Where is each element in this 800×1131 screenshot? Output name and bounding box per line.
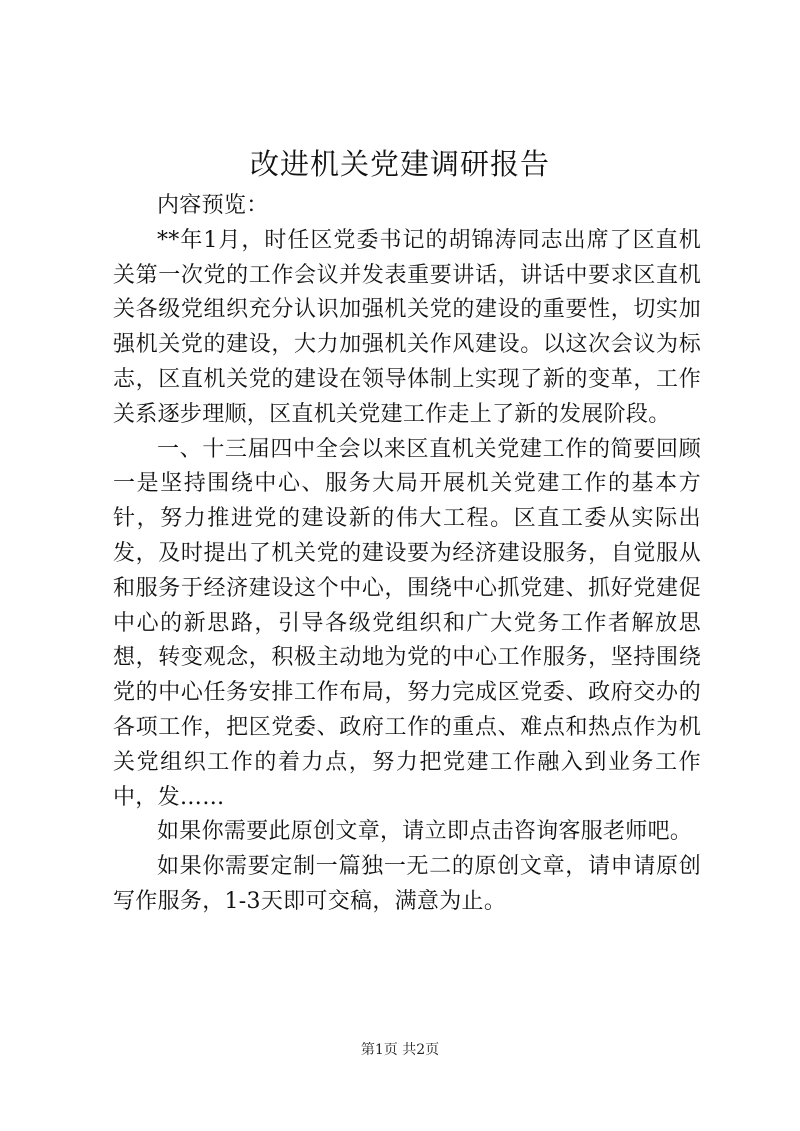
- contact-paragraph: 如果你需要此原创文章，请立即点击咨询客服老师吧。: [157, 819, 693, 845]
- document-title: 改进机关党建调研报告: [249, 147, 550, 181]
- custom-service-paragraph: 如果你需要定制一篇独一无二的原创文章，请申请原创写作服务，1-3天即可交稿，满意为止。: [113, 854, 701, 914]
- document-body: [113, 189, 701, 920]
- page-number-footer: 第1页 共2页: [360, 1042, 440, 1058]
- body-paragraph-2: 一、十三届四中全会以来区直机关党建工作的简要回顾一是坚持围绕中心、服务大局开展机关党建工作的基本方针，努力推进党的建设新的伟大工程。区直工委从实际出发，及时提出了机关党的建设要为经济建设服务，自觉服从和服务于经济建设这个中心，围绕中心抓党建、抓好党建促中心的新思路，引导各级党组织和广大党务工作者解放思想，转变观念，积极主动地为党的中心工作服务，坚持围绕党的中心任务安排工作布局，努力完成区党委、政府交办的各项工作，把区党委、政府工作的重点、难点和热点作为机关党组织工作的着力点，努力把党建工作融入到业务工作中，发……: [113, 436, 701, 810]
- body-paragraph-1: **年1月，时任区党委书记的胡锦涛同志出席了区直机关第一次党的工作会议并发表重要讲话，讲话中要求区直机关各级党组织充分认识加强机关党的建设的重要性，切实加强机关党的建设，大力加强机关作风建设。以这次会议为标志，区直机关党的建设在领导体制上实现了新的变革，工作关系逐步理顺，区直机关党建工作走上了新的发展阶段。: [113, 227, 701, 427]
- preview-label: 内容预览：: [157, 193, 269, 218]
